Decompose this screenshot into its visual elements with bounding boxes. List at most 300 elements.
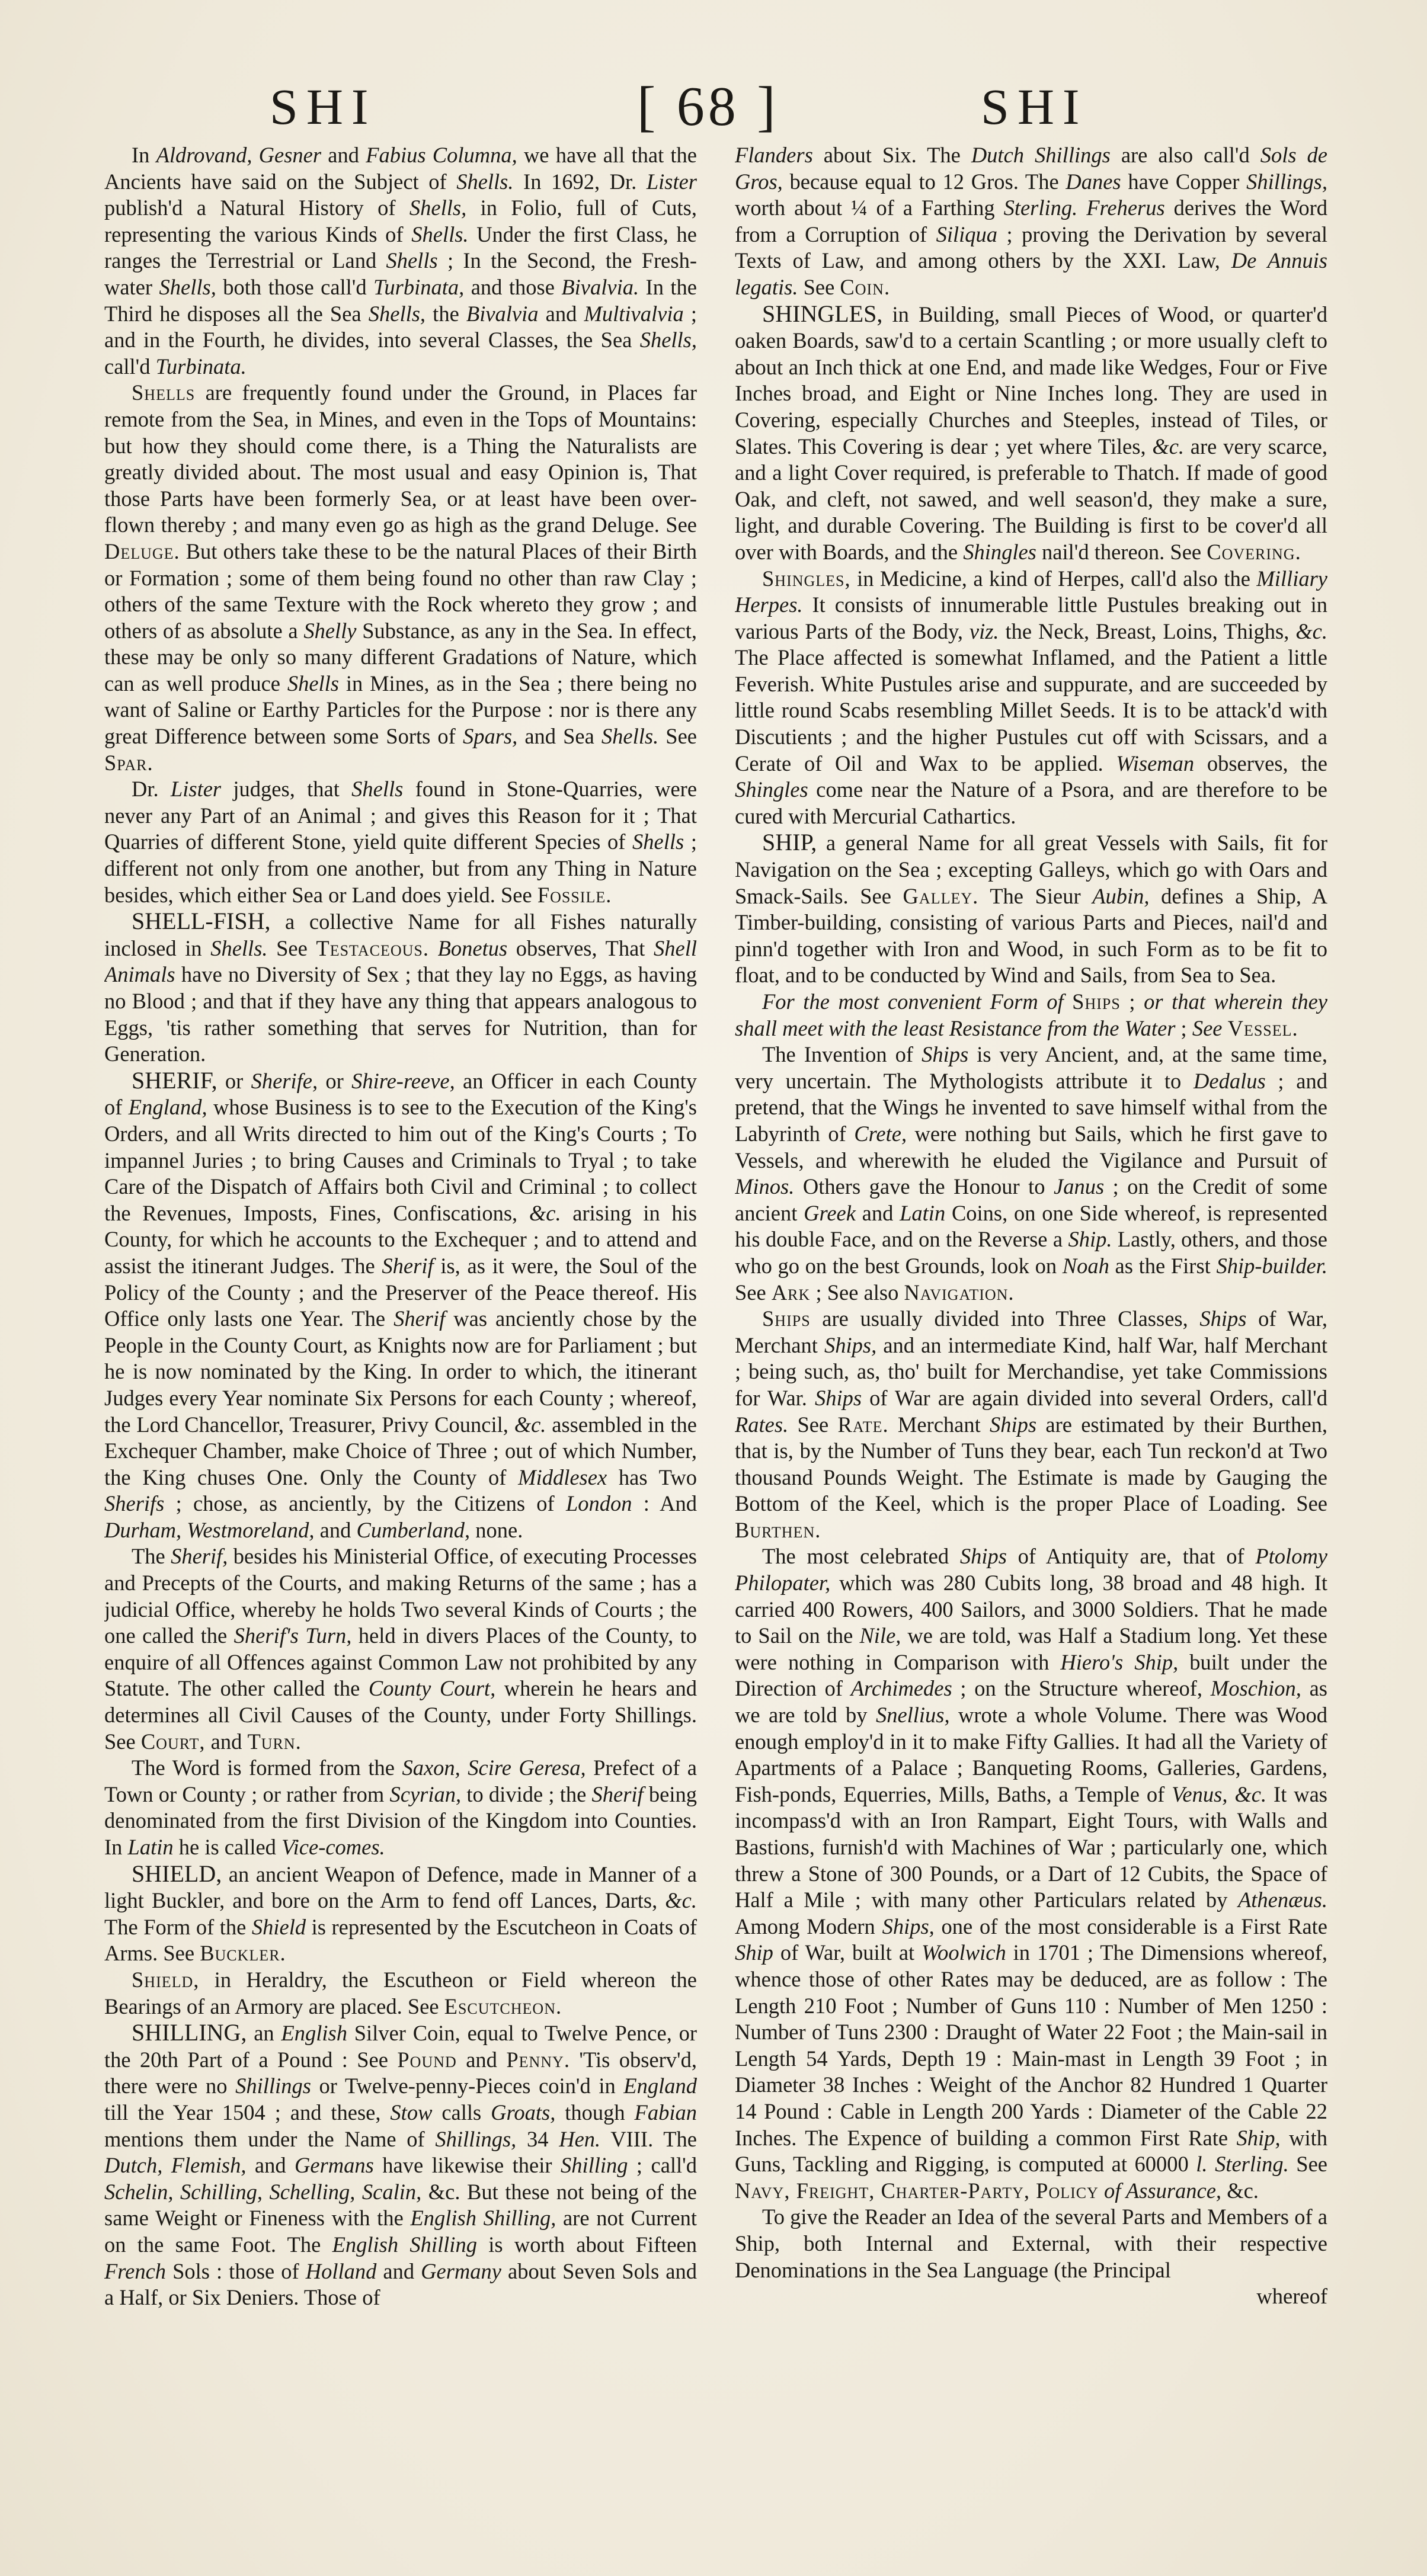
text-run: with Guns, Tackling and Rigging, is computed at 60000: [735, 2125, 1327, 2177]
text-run: Escutcheon.: [444, 1994, 562, 2018]
text-run: of War are again divided into several Orders, call'd: [862, 1385, 1327, 1410]
text-run: observes, the: [1194, 751, 1327, 776]
text-run: Pound: [397, 2047, 457, 2072]
text-run: But others take these to be the natural Places of their Birth or Formation ; some of them being found no other than raw Clay ; others of the same Texture with the Rock whereto they grow ; and others of as absolute a: [104, 539, 697, 643]
text-run: 34: [516, 2126, 559, 2151]
text-run: in Mines, as in the Sea ; there being no want of Saline or Earthy Particles for the Purpose : nor is there any great Difference between some Sorts of: [104, 671, 697, 749]
text-run: Shillings,: [1246, 169, 1327, 194]
entry-headword: SHIELD,: [132, 1860, 222, 1887]
text-run: Sherif,: [171, 1544, 228, 1569]
text-run: judges, that: [221, 777, 352, 802]
text-run: Ships: [1072, 989, 1121, 1014]
text-run: Turbinata,: [373, 274, 465, 299]
text-run: Athenæus.: [1237, 1888, 1327, 1912]
text-run: Shillings: [235, 2074, 311, 2098]
text-run: a collective Name for all Fishes naturally inclosed in: [104, 909, 697, 960]
text-run: Multivalvia: [584, 301, 684, 326]
entry-headword: SHILLING,: [132, 2019, 247, 2046]
text-run: of Antiquity are, that of: [1006, 1544, 1256, 1569]
entry-headword: SHERIF,: [132, 1066, 217, 1094]
running-head-right: SHI: [981, 78, 1088, 135]
running-head: [0, 71, 1427, 142]
text-run: have Copper: [1121, 169, 1247, 194]
text-run: wherein he hears and determines all Civil Causes of the County, under Forty Shillings. See: [104, 1676, 697, 1754]
text-run: Ships,: [882, 1914, 935, 1939]
text-run: Siliqua: [936, 222, 998, 246]
text-run: In 1692, Dr.: [513, 169, 647, 194]
text-run: Substance, as any in the Sea. In effect, these may be only so many different Gradations of Nature, which can as well produce: [104, 618, 697, 696]
text-run: Shells.: [456, 169, 514, 194]
text-run: English Shilling: [332, 2232, 477, 2257]
text-run: 'Tis observ'd, there were no: [104, 2047, 697, 2098]
text-run: Shells,: [639, 328, 697, 353]
text-run: In: [132, 143, 156, 167]
text-run: The: [132, 1544, 171, 1569]
text-run: wrote a whole Volume. There was Wood enough employ'd in it to make Fifty Gallies. It had all the Variety of Apartments of a Palace ; Banqueting Rooms, Galleries, Gardens, Fish-ponds, Equerries, Mills, Baths, a Temple of: [735, 1703, 1327, 1806]
text-run: ; on the Credit of some ancient: [735, 1174, 1327, 1225]
text-run: being denominated from the first Division of the Kingdom into Counties. In: [104, 1782, 697, 1859]
text-run: [429, 936, 438, 960]
text-run: is very Ancient, and, at the same time, very uncertain. The Mythologists attribute it to: [735, 1042, 1327, 1093]
text-run: Sherifs: [104, 1491, 165, 1516]
paragraph: [735, 1543, 1327, 2204]
paragraph: [735, 142, 1327, 301]
paragraph: [735, 1042, 1327, 1306]
text-run: one of the most considerable is a First Rate: [934, 1914, 1327, 1939]
text-run: and Sea: [517, 724, 601, 749]
text-run: London: [565, 1491, 632, 1516]
text-run: or Twelve-penny-Pieces coin'd in: [311, 2074, 624, 2098]
text-run: ;: [1175, 1015, 1192, 1040]
text-run: are very scarce, and a light Cover required, is preferable to Thatch. If made of good Oak, and cleft, not sawed, and well season'd, they make a sure, light, and durable Covering. The Building is first to be cover'd all over with Boards, and the: [735, 434, 1327, 564]
text-run: To give the Reader an Idea of the several Parts and Members of a Ship, both Internal and External, with their respective Denominations in the Sea Language (the Principal: [735, 2205, 1327, 2282]
text-run: The Invention of: [762, 1042, 922, 1067]
text-run: Shire-reeve,: [351, 1068, 455, 1093]
text-run: of Assurance,: [1104, 2178, 1222, 2203]
text-run: Sols de Gros,: [735, 143, 1327, 194]
text-run: Crete,: [854, 1121, 907, 1146]
right-column: [735, 142, 1327, 2559]
paragraph: [735, 301, 1327, 566]
text-run: Others gave the Honour to: [794, 1174, 1054, 1199]
text-run: and: [246, 2153, 295, 2178]
text-run: Penny.: [506, 2047, 570, 2072]
text-run: Shells,: [368, 301, 426, 326]
text-run: Germany: [421, 2258, 501, 2283]
text-run: Burthen.: [735, 1517, 821, 1542]
text-run: &c.: [1152, 434, 1185, 459]
text-run: Shell Animals: [104, 935, 697, 987]
text-run: Ptolomy Philopater,: [735, 1544, 1327, 1595]
text-run: Scyrian,: [389, 1782, 462, 1806]
paragraph: [735, 829, 1327, 989]
text-run: Spars,: [462, 724, 518, 749]
text-run: Sherif's Turn,: [233, 1623, 352, 1648]
text-run: Sherif: [591, 1782, 644, 1806]
paragraph: [104, 1967, 697, 2020]
text-run: and: [456, 2047, 507, 2072]
text-run: Sherife,: [251, 1068, 318, 1093]
text-run: an: [247, 2021, 281, 2046]
text-run: Holland: [305, 2258, 377, 2283]
text-run: found in Stone-Quarries, were never any Part of an Animal ; and gives this Reason for it ; That Quarries of different Stone, yield quite different Species of: [104, 777, 697, 854]
text-run: nail'd thereon. See: [1036, 539, 1207, 564]
text-run: because equal to 12 Gros. The: [782, 169, 1066, 194]
text-run: Lister: [646, 169, 697, 194]
text-run: ; different not only from one another, but from any Thing in Nature besides, which either Sea or Land does yield. See: [104, 829, 697, 907]
text-run: Vessel.: [1227, 1015, 1298, 1040]
text-run: De Annuis legatis.: [735, 248, 1327, 299]
text-run: ; In the Second, the Fresh-water: [104, 248, 697, 299]
text-run: is worth about Fifteen: [476, 2232, 697, 2257]
text-run: Shingles,: [762, 566, 851, 591]
text-run: Aldrovand, Gesner: [156, 143, 322, 167]
text-run: &c.: [665, 1888, 697, 1913]
text-run: and: [376, 2258, 421, 2283]
text-run: Greek: [804, 1200, 856, 1225]
text-run: Saxon, Scire Geresa,: [402, 1755, 586, 1780]
text-run: Freherus: [1086, 196, 1165, 220]
text-run: besides his Ministerial Office, of executing Processes and Precepts of the Courts, and making Returns of the same ; has a judicial Office, whereby he holds Two several Kinds of Courts ; the one called the: [104, 1544, 697, 1648]
text-run: Ships: [1199, 1306, 1247, 1331]
text-run: Shells: [287, 671, 340, 696]
text-run: observes, That: [507, 935, 654, 960]
paragraph: [104, 1543, 697, 1755]
text-run: held in divers Places of the County, to enquire of all Offences against Common Law not prohibited by any Statute. The other called the: [104, 1623, 697, 1701]
text-run: worth about ¼ of a Farthing: [735, 196, 1004, 220]
text-run: about Six. The: [812, 143, 971, 167]
text-run: Shells: [632, 829, 684, 854]
text-run: are also call'd: [1110, 143, 1260, 167]
text-run: built under the Direction of: [735, 1649, 1327, 1701]
text-run: Fossile.: [537, 882, 612, 907]
text-run: Hen.: [559, 2126, 601, 2151]
text-run: The Form of the: [104, 1914, 252, 1939]
text-run: Ships: [814, 1385, 862, 1410]
text-run: Bivalvia: [466, 301, 539, 326]
text-run: Ships: [922, 1042, 969, 1067]
page-number: [ 68 ]: [637, 76, 779, 137]
text-run: are usually divided into Three Classes,: [810, 1306, 1200, 1331]
text-run: Vice-comes.: [281, 1835, 385, 1859]
text-run: Archimedes: [850, 1676, 952, 1701]
text-run: &c.: [514, 1412, 546, 1437]
text-run: The Place affected is somewhat Inflamed, and the Patient a little Feverish. White Pustules arise and suppurate, and are succeeded by little round Scabs resembling Millet Seeds. It is to be attack'd with Discutients ; and the higher Pustules cut off with Scissars, and a Cerate of Oil and Wax to be applied.: [735, 645, 1327, 776]
text-run: is represented by the Escutcheon in Coats of Arms. See: [104, 1914, 697, 1966]
text-run: Court,: [140, 1729, 206, 1754]
text-run: Groats,: [491, 2100, 556, 2125]
text-run: Sterling.: [1003, 196, 1078, 220]
text-run: Ship.: [1068, 1227, 1112, 1252]
text-run: Janus: [1054, 1174, 1105, 1199]
text-run: call'd: [104, 354, 156, 379]
text-run: Turn.: [247, 1729, 302, 1754]
text-run: Venus,: [1172, 1782, 1228, 1806]
text-run: Snellius,: [875, 1703, 950, 1728]
text-run: Moschion,: [1210, 1676, 1301, 1701]
text-run: Shells: [386, 248, 438, 273]
text-run: Shells.: [210, 935, 268, 960]
text-run: as we are told by: [735, 1676, 1327, 1728]
text-run: ; chose, as anciently, by the Citizens of: [164, 1491, 566, 1516]
text-run: Coin.: [840, 274, 891, 299]
text-run: Prefect of a Town or County ; or rather from: [104, 1755, 697, 1806]
text-run: Sherif: [393, 1306, 446, 1331]
text-run: about Seven Sols and a Half, or Six Deniers. Those of: [104, 2258, 697, 2310]
text-run: defines a Ship, A Timber-building, consisting of various Parts and Pieces, nail'd and pinn'd together with Iron and Wood, in such Form as to be fit to float, and to be conducted by Wind and Sails, from Sea to Sea.: [735, 883, 1327, 988]
text-run: French: [104, 2258, 167, 2283]
text-run: and: [855, 1200, 900, 1225]
paragraph: [735, 989, 1327, 1042]
text-run: Lastly, others, and those who go on the best Grounds, look on: [735, 1227, 1327, 1278]
text-run: See: [798, 274, 840, 299]
text-run: See: [267, 935, 316, 960]
text-run: to divide ; the: [461, 1782, 592, 1806]
entry-headword: SHELL-FISH,: [132, 908, 271, 935]
text-run: [1077, 196, 1086, 220]
text-run: have no Diversity of Sex ; that they lay no Eggs, as having no Blood ; and that if they have any thing that appears analogous to Eggs, 'tis rather something that serves for Nutrition, than for Generation.: [104, 962, 697, 1066]
paragraph: [104, 380, 697, 776]
text-run: ;: [1120, 989, 1144, 1014]
text-run: Testaceous.: [316, 935, 429, 960]
text-run: Schelin, Schilling, Schelling, Scalin,: [104, 2179, 422, 2204]
text-run: viz.: [969, 619, 999, 643]
text-run: Germans: [295, 2153, 374, 2178]
text-run: Aubin,: [1092, 883, 1150, 908]
text-run: The Word is formed from the: [132, 1755, 402, 1780]
text-run: and: [314, 1517, 357, 1542]
text-run: ; See also: [810, 1280, 904, 1305]
text-run: Rate.: [837, 1412, 889, 1437]
text-run: Ships: [959, 1544, 1007, 1569]
text-run: he is called: [173, 1835, 282, 1859]
text-run: [1099, 2178, 1104, 2203]
text-run: Shelly: [303, 618, 357, 643]
text-run: l. Sterling.: [1196, 2152, 1289, 2177]
text-run: Ark: [771, 1280, 811, 1305]
text-run: Navigation.: [904, 1280, 1015, 1305]
text-run: Shingles: [963, 539, 1036, 564]
text-run: which was 280 Cubits long, 38 broad and 48 high. It carried 400 Rowers, 400 Sailors, and 3000 Soldiers. That he made to Sail on the: [735, 1571, 1327, 1648]
text-run: Ships,: [824, 1332, 877, 1357]
text-run: ; proving the Derivation by several Texts of Law, and among others by the XXI. Law,: [735, 222, 1327, 273]
text-run: &c.: [1295, 619, 1327, 643]
text-run: Shillings,: [435, 2126, 517, 2151]
text-run: Bonetus: [437, 935, 508, 960]
text-run: none.: [470, 1517, 523, 1542]
text-run: Middlesex: [518, 1465, 607, 1489]
text-run: Shells: [351, 777, 404, 802]
text-run: County Court,: [368, 1676, 496, 1701]
text-run: Latin: [900, 1200, 946, 1225]
paragraph: [104, 1861, 697, 1967]
text-run: Shield,: [132, 1967, 200, 1992]
text-run: VIII. The: [600, 2126, 697, 2151]
text-run: Sherif: [382, 1253, 434, 1278]
text-run: a general Name for all great Vessels with Sails, fit for Navigation on the Sea ; excepting Galleys, which go with Oars and Smack-Sails. See: [735, 831, 1327, 908]
paragraph: [735, 1306, 1327, 1543]
text-run: Dedalus: [1194, 1068, 1266, 1093]
paragraph: [735, 566, 1327, 830]
text-run: English Shilling,: [410, 2206, 556, 2231]
text-run: Wiseman: [1116, 751, 1195, 776]
text-run: Bivalvia.: [561, 274, 639, 299]
text-run: calls: [432, 2100, 491, 2125]
catchword: whereof: [1256, 2284, 1327, 2309]
text-run: or that wherein they shall meet with the least Resistance from the Water: [735, 989, 1327, 1040]
text-run: Woolwich: [922, 1940, 1006, 1965]
text-run: For the most convenient Form of: [762, 989, 1073, 1014]
text-run: Shells: [132, 380, 196, 405]
text-run: or: [318, 1068, 352, 1093]
text-run: Shells.: [411, 222, 469, 246]
text-run: and an intermediate Kind, half War, half Merchant ; being such, as, tho' built for Merchandise, yet take Commissions for War.: [735, 1332, 1327, 1410]
text-run: and: [321, 143, 366, 167]
text-run: &c. But these not being of the same Weight or Fineness with the: [104, 2179, 697, 2231]
text-run: See: [1192, 1015, 1223, 1040]
text-run: : And: [632, 1491, 697, 1516]
text-run: Navy, Freight, Charter-Party, Policy: [735, 2178, 1099, 2203]
text-run: mentions them under the Name of: [104, 2126, 436, 2151]
text-run: the: [425, 301, 466, 326]
text-run: See: [788, 1412, 838, 1437]
text-run: Buckler.: [200, 1941, 286, 1966]
paragraph: [735, 2204, 1327, 2283]
text-run: are frequently found under the Ground, in Places far remote from the Sea, in Mines, and even in the Tops of Mountains: but how they should come there, is a Thing the Naturalists are greatly divided about. The most usual and easy Opinion is, That those Parts have been formerly Sea, or at least have been over-flown thereby ; and many even go as high as the grand Deluge. See: [104, 380, 697, 537]
text-run: England,: [128, 1095, 207, 1120]
left-column: [104, 142, 697, 2559]
text-run: Coins, on one Side whereof, is represented his double Face, and on the Reverse a: [735, 1200, 1327, 1252]
text-run: has Two: [607, 1465, 697, 1489]
text-run: Stow: [390, 2100, 433, 2125]
text-run: or: [217, 1068, 251, 1093]
text-run: England: [623, 2074, 697, 2098]
text-run: Danes: [1066, 169, 1121, 194]
text-run: till the Year 1504 ; and these,: [104, 2100, 391, 2125]
text-run: in 1701 ; The Dimensions whereof, whence those of other Rates may be deduced, are as follow : The Length 210 Foot ; Number of Guns 110 : Number of Men 1250 : Number of Tuns 2300 : Draught of Water 22 Foot ; the Main-sail in Length 54 Yards, Depth 19 : Main-mast in Length 39 Foot ; in Diameter 38 Inches : Weight of the Anchor 82 Hundred 1 Quarter 14 Pound : Cable in Length 200 Yards : Diameter of the Cable 22 Inches. The Expence of building a common First Rate: [735, 1940, 1327, 2150]
text-run: of War, Merchant: [735, 1306, 1327, 1357]
text-run: See: [735, 1280, 772, 1305]
text-run: Among Modern: [735, 1914, 882, 1939]
text-run: of War, built at: [773, 1940, 922, 1965]
text-run: Ships: [990, 1412, 1037, 1437]
text-run: Fabian: [634, 2100, 697, 2125]
text-run: Noah: [1062, 1253, 1109, 1278]
text-run: Hiero's Ship,: [1060, 1649, 1179, 1674]
text-run: we are told, was Half a Stadium long. Yet these were nothing in Comparison with: [735, 1623, 1327, 1674]
text-run: Durham, Westmoreland,: [104, 1517, 315, 1542]
text-run: in Folio, full of Cuts, representing the various Kinds of: [104, 196, 697, 246]
text-run: Deluge.: [104, 539, 180, 563]
text-run: an Officer in each County of: [104, 1068, 697, 1120]
text-run: in Building, small Pieces of Wood, or quarter'd oaken Boards, saw'd to a certain Scantling ; or more usually cleft to about an Inch thick at one End, and made like Wedges, Four or Five Inches broad, and Eight or Nine Inches long. They are used in Covering, especially Churches and Steeples, instead of Tiles, or Slates. This Covering is dear ; yet where Tiles,: [735, 302, 1327, 459]
text-run: Shells,: [409, 196, 467, 220]
text-run: Minos.: [735, 1174, 795, 1199]
text-run: ; and in the Fourth, he divides, into several Classes, the Sea: [104, 301, 697, 353]
text-run: See: [658, 724, 697, 749]
text-run: derives the Word from a Corruption of: [735, 196, 1327, 246]
text-run: an ancient Weapon of Defence, made in Manner of a light Buckler, and bore on the Arm to fend off Lances, Darts,: [104, 1861, 697, 1913]
text-run: The most celebrated: [762, 1544, 960, 1569]
text-run: Spar.: [104, 750, 153, 775]
text-run: are estimated by their Burthen, that is, by the Number of Tuns they bear, each Tun reckon'd at Two thousand Pounds Weight. The Estimate is made by Gauging the Bottom of the Keel, which is the proper Place of Loading. See: [735, 1412, 1327, 1516]
text-run: Nile,: [859, 1623, 901, 1648]
text-run: Ship: [735, 1940, 773, 1965]
text-run: Silver Coin, equal to Twelve Pence, or the 20th Part of a Pound : See: [104, 2021, 697, 2072]
text-run: In the Third he disposes all the Sea: [104, 274, 697, 326]
running-head-left: SHI: [270, 78, 377, 135]
text-run: ; call'd: [628, 2153, 697, 2178]
paragraph: [104, 776, 697, 908]
text-run: &c.: [529, 1200, 561, 1225]
text-run: Galley.: [903, 883, 979, 908]
text-run: Ships: [762, 1306, 811, 1331]
text-run: Cumberland,: [356, 1517, 471, 1542]
paragraph: [104, 908, 697, 1068]
text-run: Dutch Shillings: [971, 143, 1111, 167]
entry-headword: SHINGLES,: [762, 300, 883, 327]
text-run: have likewise their: [373, 2153, 561, 2178]
text-run: Fabius Columna,: [366, 143, 517, 167]
text-run: was anciently chose by the People in the County Court, as Knights now are for Parliament ; but he is now nominated by the King. In order to which, the itinerant Judges every Year nominate Six Persons for each County ; whereof, the Lord Chancellor, Treasurer, Privy Council,: [104, 1306, 697, 1437]
text-run: and: [538, 301, 584, 326]
text-run: Turbinata.: [155, 354, 247, 379]
text-run: Ship-builder.: [1216, 1253, 1327, 1278]
text-run: assembled in the Exchequer Chamber, make Choice of Three ; out of which Number, the King chuses One. Only the County of: [104, 1412, 697, 1489]
text-run: [1222, 1016, 1227, 1040]
text-run: ; on the Structure whereof,: [952, 1676, 1211, 1701]
paragraph: [104, 142, 697, 380]
text-run: Dutch, Flemish,: [104, 2153, 247, 2178]
paragraph: [104, 2020, 697, 2311]
text-run: Shingles: [735, 777, 808, 802]
text-run: are not Current on the same Foot. The: [104, 2206, 697, 2257]
text-run: See: [1288, 2152, 1327, 2177]
text-run: in Heraldry, the Escutheon or Field whereon the Bearings of an Armory are placed. See: [104, 1967, 697, 2018]
text-run: Shells.: [601, 724, 659, 749]
text-run: Flanders: [735, 143, 813, 167]
text-run: Sols : those of: [166, 2258, 306, 2283]
text-run: and: [205, 1729, 248, 1754]
text-run: in Medicine, a kind of Herpes, call'd also the: [850, 566, 1257, 591]
text-run: &c.: [1234, 1782, 1267, 1806]
text-run: is, as it were, the Soul of the Policy of the County ; and the Preserver of the Peace thereof. His Office only lasts one Year. The: [104, 1253, 697, 1331]
text-run: It was incompass'd with an Iron Rampart, Eight Tours, with Walls and Bastions, furnish'd with Machines of War ; particularly one, which threw a Stone of 300 Pounds, or a Dart of 12 Cubits, the Space of Half a Mile ; with many other Particulars related by: [735, 1782, 1327, 1912]
text-run: It consists of innumerable little Pustules breaking out in various Parts of the Body,: [735, 592, 1327, 643]
text-run: though: [555, 2100, 635, 2125]
text-run: whose Business is to see to the Execution of the King's Orders, and all Writs directed to him out of the King's Courts ; To impannel Juries ; to bring Causes and Criminals to Tryal ; to take Care of the Dispatch of Affairs both Civil and Criminal ; to collect the Revenues, Imposts, Fines, Confiscations,: [104, 1095, 697, 1225]
text-run: arising in his County, for which he accounts to the Exchequer ; and to attend and assist the itinerant Judges. The: [104, 1200, 697, 1278]
entry-headword: SHIP,: [762, 829, 817, 856]
text-run: the Neck, Breast, Loins, Thighs,: [999, 619, 1296, 643]
text-run: both those call'd: [216, 274, 374, 299]
text-run: Milliary Herpes.: [735, 566, 1327, 617]
paragraph: [104, 1068, 697, 1544]
text-run: Under the first Class, he ranges the Terrestrial or Land: [104, 222, 697, 273]
text-run: &c.: [1221, 2178, 1259, 2203]
text-run: and those: [464, 274, 562, 299]
text-run: ; and pretend, that the Wings he invented to save himself withal from the Labyrinth of: [735, 1068, 1327, 1146]
text-run: Dr.: [132, 777, 171, 802]
text-run: we have all that the Ancients have said on the Subject of: [104, 143, 697, 194]
paragraph: [104, 1755, 697, 1860]
text-run: publish'd a Natural History of: [104, 196, 409, 220]
text-run: Lister: [170, 777, 222, 802]
text-run: were nothing but Sails, which he first gave to Vessels, and wherewith he eluded the Vigilance and Pursuit of: [735, 1121, 1327, 1172]
text-run: as the First: [1109, 1253, 1217, 1278]
text-run: Rates.: [735, 1412, 789, 1437]
text-run: English: [281, 2021, 347, 2046]
